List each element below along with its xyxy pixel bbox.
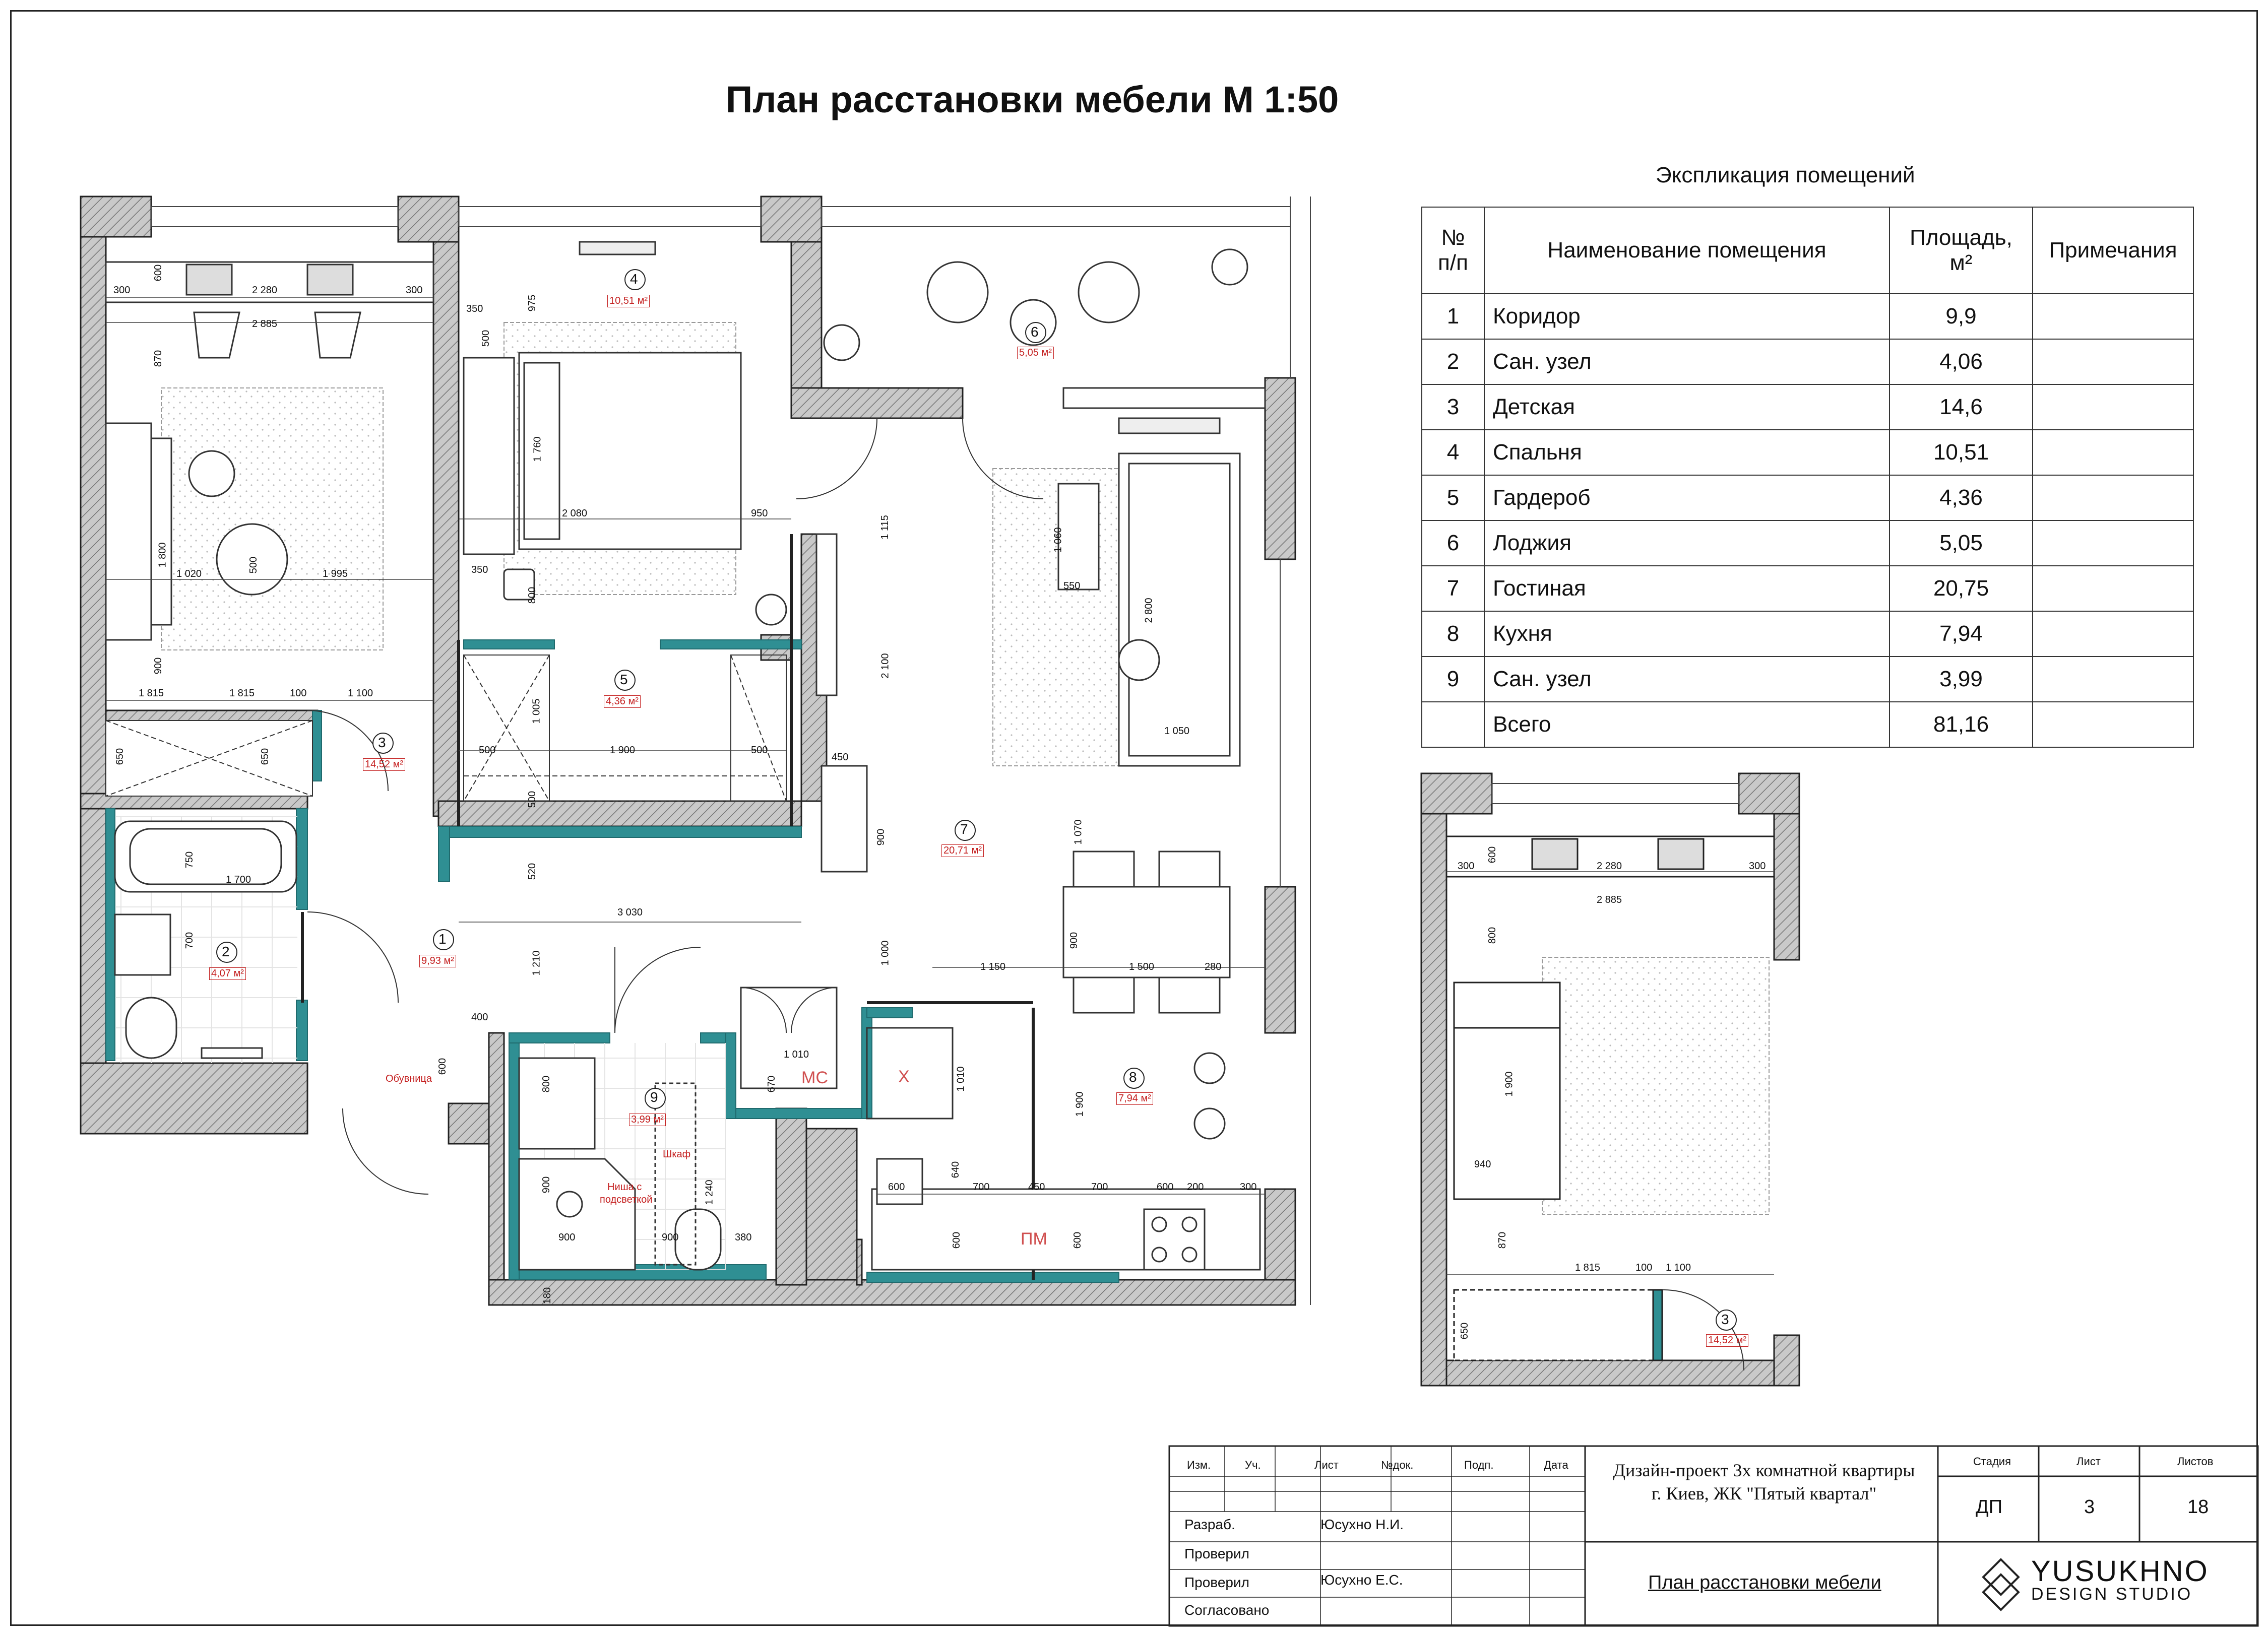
row-name: Детская [1484, 384, 1889, 430]
dim-label: 1 500 [1129, 961, 1155, 972]
dim-label: 1 700 [226, 874, 251, 885]
project-title [1593, 1459, 1935, 1505]
dim-label: 600 [1157, 1182, 1174, 1193]
dim-label: 400 [471, 1012, 488, 1023]
row-num: 8 [1422, 611, 1484, 657]
dim-label: 900 [662, 1232, 679, 1243]
row-area: 10,51 [1889, 430, 2033, 475]
dim-label: 1 010 [784, 1049, 809, 1060]
row-name: Спальня [1484, 430, 1889, 475]
room-8-area: 7,94 м² [1116, 1092, 1153, 1105]
dim-label: 800 [527, 586, 538, 604]
stamp-role-2: Проверил [1184, 1546, 1249, 1561]
row-area: 20,75 [1889, 566, 2033, 611]
dim-label: 1 020 [176, 568, 202, 579]
dim-label: 650 [1459, 1322, 1471, 1340]
row-num: 5 [1422, 475, 1484, 520]
room-5-area: 4,36 м² [604, 695, 641, 708]
header-name: Наименование помещения [1484, 207, 1889, 294]
dim-label: 600 [951, 1231, 963, 1249]
stamp-name-1: Юсухно Н.И. [1320, 1517, 1404, 1532]
sheet-value: 3 [2084, 1496, 2095, 1518]
row-area: 4,06 [1889, 339, 2033, 384]
dim-label: 350 [471, 564, 488, 575]
dim-label: 2 080 [562, 508, 588, 519]
dim-label: 1 240 [704, 1180, 715, 1205]
dim-label: 2 100 [879, 653, 891, 679]
dim-label: 1 060 [1052, 527, 1064, 553]
row-name: Коридор [1484, 294, 1889, 339]
dim-label: 380 [735, 1232, 752, 1243]
total-area: 81,16 [1889, 702, 2033, 747]
stamp-header-uch: Уч. [1245, 1459, 1261, 1471]
dim-label: 650 [114, 748, 126, 765]
dim-label: 750 [184, 851, 196, 869]
dim-label: 800 [1487, 927, 1498, 944]
dim-label: 1 115 [879, 515, 891, 540]
dim-label: 100 [1635, 1262, 1653, 1273]
stamp-header-data: Дата [1544, 1459, 1568, 1471]
dim-label: 900 [558, 1232, 576, 1243]
dim-label: 1 210 [531, 950, 542, 976]
row-name: Кухня [1484, 611, 1889, 657]
sheet-label: Лист [2076, 1455, 2101, 1468]
annotation-pm: ПМ [1021, 1229, 1047, 1249]
dim-label: 800 [541, 1075, 552, 1093]
row-name: Сан. узел [1484, 339, 1889, 384]
row-area: 14,6 [1889, 384, 2033, 430]
variant-room-3-number: 3 [1721, 1312, 1729, 1327]
room-4-number: 4 [630, 271, 638, 287]
dim-label: 670 [766, 1075, 778, 1093]
room-3-area: 14,52 м² [363, 758, 405, 771]
dim-label: 350 [466, 303, 483, 314]
dim-label: 280 [1205, 961, 1222, 972]
row-name: Сан. узел [1484, 657, 1889, 702]
dim-label: 950 [751, 508, 768, 519]
dim-label: 940 [1474, 1159, 1491, 1170]
row-area: 3,99 [1889, 657, 2033, 702]
annotation-niche-2: подсветкой [600, 1194, 653, 1205]
dim-label: 500 [479, 745, 496, 756]
dim-label: 975 [527, 294, 538, 312]
stage-value: ДП [1976, 1496, 2003, 1518]
project-title-line-1: Дизайн-проект 3х комнатной квартиры [1613, 1460, 1915, 1480]
total-label: Всего [1484, 702, 1889, 747]
dim-label: 200 [1187, 1182, 1204, 1193]
dim-label: 2 280 [252, 285, 278, 296]
dim-label: 600 [1072, 1231, 1084, 1249]
dim-label: 1 100 [1666, 1262, 1691, 1273]
stamp-header-podp: Подп. [1464, 1459, 1494, 1471]
annotation-ms: МС [801, 1068, 828, 1087]
row-name: Лоджия [1484, 520, 1889, 566]
room-7-area: 20,71 м² [941, 844, 984, 857]
room-5-number: 5 [620, 672, 628, 687]
sheets-value: 18 [2187, 1496, 2209, 1518]
row-num: 6 [1422, 520, 1484, 566]
stamp-role-3: Проверил [1184, 1575, 1249, 1590]
room-2-area: 4,07 м² [209, 967, 246, 980]
dim-label: 2 280 [1597, 861, 1622, 872]
row-num: 2 [1422, 339, 1484, 384]
annotation-shoe-cabinet: Обувница [386, 1073, 432, 1084]
dim-label: 1 100 [348, 688, 373, 699]
dim-label: 1 900 [610, 745, 636, 756]
logo-mark-icon [1981, 1557, 2021, 1612]
dim-label: 900 [875, 828, 887, 846]
dim-label: 900 [153, 657, 164, 675]
logo-line-2: DESIGN STUDIO [2031, 1585, 2193, 1604]
dim-label: 1 070 [1073, 819, 1084, 845]
row-name: Гардероб [1484, 475, 1889, 520]
page-title: План расстановки мебели М 1:50 [726, 79, 1339, 120]
project-title-line-2: г. Киев, ЖК "Пятый квартал" [1651, 1483, 1877, 1503]
dim-label: 900 [1068, 932, 1080, 949]
dim-label: 2 800 [1143, 598, 1155, 623]
dim-label: 100 [290, 688, 307, 699]
dim-label: 700 [973, 1182, 990, 1193]
variant-room-3-area: 14,52 м² [1706, 1334, 1748, 1347]
dim-label: 2 885 [252, 318, 278, 330]
sheets-label: Листов [2177, 1455, 2214, 1468]
stamp-header-list: Лист [1314, 1459, 1339, 1471]
room-8-number: 8 [1129, 1069, 1137, 1085]
dim-label: 300 [113, 285, 131, 296]
row-area: 4,36 [1889, 475, 2033, 520]
row-name: Гостиная [1484, 566, 1889, 611]
room-9-number: 9 [650, 1089, 658, 1105]
dim-label: 1 995 [323, 568, 348, 579]
room-7-number: 7 [960, 821, 968, 837]
stamp-role-1: Разраб. [1184, 1517, 1235, 1532]
room-2-number: 2 [222, 944, 230, 959]
dim-label: 870 [1497, 1231, 1508, 1249]
header-area: Площадь, м² [1889, 207, 2033, 294]
dim-label: 300 [1749, 861, 1766, 872]
dim-label: 1 005 [531, 698, 542, 724]
room-9-area: 3,99 м² [629, 1114, 666, 1126]
dim-label: 1 815 [1575, 1262, 1601, 1273]
row-num: 9 [1422, 657, 1484, 702]
header-note: Примечания [2033, 207, 2193, 294]
dim-label: 500 [751, 745, 768, 756]
room-1-number: 1 [438, 931, 447, 947]
dim-label: 1 800 [157, 542, 168, 568]
dim-label: 300 [1240, 1182, 1257, 1193]
dim-label: 1 150 [980, 961, 1006, 972]
dim-label: 520 [527, 863, 538, 880]
dim-label: 500 [480, 330, 492, 347]
dim-label: 1 050 [1164, 726, 1190, 737]
dim-label: 1 900 [1503, 1071, 1515, 1097]
annotation-wardrobe: Шкаф [663, 1149, 691, 1160]
stage-label: Стадия [1973, 1455, 2011, 1468]
dim-label: 600 [153, 264, 164, 282]
dim-label: 450 [1028, 1182, 1045, 1193]
dim-label: 2 885 [1597, 894, 1622, 905]
dim-label: 500 [527, 791, 538, 808]
row-num: 3 [1422, 384, 1484, 430]
dim-label: 3 030 [617, 907, 643, 918]
dim-label: 900 [541, 1176, 552, 1194]
stamp-name-3: Юсухно Е.С. [1320, 1572, 1403, 1588]
dim-label: 1 010 [955, 1066, 967, 1092]
stamp-role-4: Согласовано [1184, 1602, 1270, 1618]
sheet-name: План расстановки мебели [1648, 1572, 1881, 1593]
dim-label: 700 [1091, 1182, 1108, 1193]
dim-label: 1 900 [1074, 1091, 1086, 1117]
dim-label: 650 [260, 748, 271, 765]
dim-label: 500 [248, 556, 260, 574]
dim-label: 300 [1458, 861, 1475, 872]
dim-label: 1 000 [879, 940, 891, 966]
stamp-header-ndok: №док. [1381, 1459, 1414, 1471]
dim-label: 1 815 [229, 688, 255, 699]
dim-label: 180 [542, 1287, 553, 1304]
dim-label: 450 [832, 752, 849, 763]
room-6-area: 5,05 м² [1017, 347, 1054, 359]
row-area: 9,9 [1889, 294, 2033, 339]
dim-label: 1 760 [532, 436, 543, 462]
room-3-number: 3 [378, 735, 386, 750]
dim-label: 600 [437, 1058, 449, 1075]
row-area: 7,94 [1889, 611, 2033, 657]
dim-label: 600 [888, 1182, 905, 1193]
row-num: 4 [1422, 430, 1484, 475]
annotation-niche-1: Ниша с [607, 1182, 642, 1193]
row-num: 7 [1422, 566, 1484, 611]
dim-label: 640 [950, 1161, 962, 1179]
header-num: № п/п [1422, 207, 1484, 294]
room-4-area: 10,51 м² [607, 295, 650, 307]
room-6-number: 6 [1031, 324, 1039, 340]
annotation-x: Х [898, 1067, 910, 1086]
dim-label: 600 [1487, 846, 1498, 864]
row-num: 1 [1422, 294, 1484, 339]
stamp-header-izm: Изм. [1187, 1459, 1211, 1471]
dim-label: 550 [1063, 580, 1081, 592]
dim-label: 1 815 [139, 688, 164, 699]
dim-label: 870 [153, 350, 164, 367]
room-1-area: 9,93 м² [419, 955, 456, 967]
dim-label: 700 [184, 932, 196, 949]
logo-line-1: YUSUKHNO [2031, 1555, 2209, 1588]
explication-caption: Экспликация помещений [1656, 163, 1915, 187]
dim-label: 300 [406, 285, 423, 296]
row-area: 5,05 [1889, 520, 2033, 566]
studio-logo [1981, 1554, 2233, 1615]
